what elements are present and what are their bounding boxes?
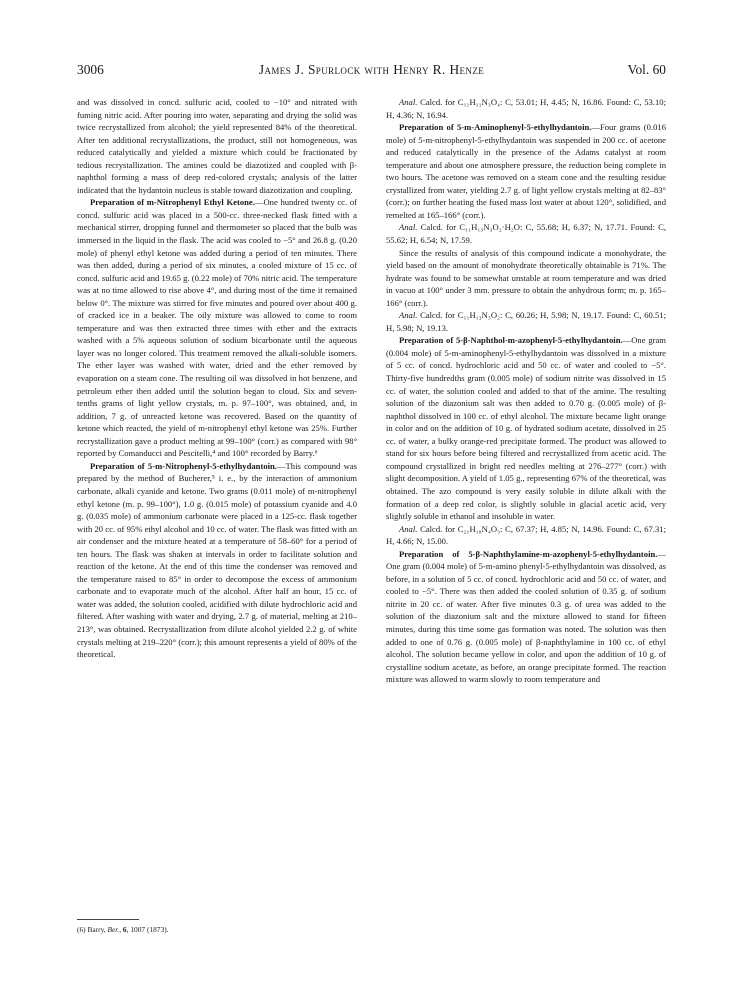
section-heading: Preparation of 5-β-Naphthylamine-m-azophenyl-5-ethylhydantoin. [399,548,658,559]
analysis-values: Calcd. for C₁₁H₁₃N₃O₂·H₂O: C, 55.68; H, 6.37; N, 17.71. Found: C, 55.62; H, 6.54; N, 17.59. [386,222,666,246]
running-header [77,62,666,82]
analysis-values: Calcd. for C₂₁H₁₈N₄O₃: C, 67.37; H, 4.85; N, 14.96. Found: C, 67.31; H, 4.66; N, 15.00. [386,523,666,547]
footnote-author: Barry, [85,925,108,934]
analysis-line [386,96,666,121]
section-heading: Preparation of m-Nitrophenyl Ethyl Ketone. [90,197,255,208]
paragraph-body: —One hundred twenty cc. of concd. sulfuric acid was placed in a 500-cc. three-necked flask fitted with a mechanical stirrer, dropping funnel and thermometer so placed that the bulb was immersed in the liquid in the flask. The acid was cooled to −5° and 26.8 g. (0.20 mole) of phenyl ethyl ketone was added during a period of ten minutes. There was then added, during a period of six minutes, a cooled mixture of 15 cc. of concd. sulfuric acid and 19.65 g. (0.22 mole) of 70% nitric acid. The temperature was at no time allowed to rise above 4°, and during most of the time it remained below 0°. The mixture was stirred for five minutes and poured over about 400 g. of cracked ice in a beaker. The oily mixture was allowed to come to room temperature and was then extracted three times with ether and the extracts washed with a 5% aqueous solution of sodium bicarbonate until the aqueous layer was no longer colored. This treatment removed the alkali-soluble isomers. The ether layer was washed with water, dried and the ether removed by evaporation on a steam cone. The resulting oil was dissolved in hot benzene, and petroleum ether then added until the solution began to cloud. Six and seven-tenths grams of light yellow crystals, m. p. 97–100°, was obtained, and, in addition, 7 g. of unreacted ketone was recovered. Based on the quantity of ketone which reacted, the yield of m-nitrophenyl ethyl ketone was 25%. Further recrystallization gave a product melting at 99–100° (corr.) as compared with 98° reported by Comanducci and Pescitelli,⁴ and 100° recorded by Barry.⁶ [77,197,357,459]
paragraph-body: —This compound was prepared by the method of Bucherer,⁵ i. e., by the interaction of ammonium carbonate, alkali cyanide and ketone. Two grams (0.011 mole) of m-nitrophenyl ethyl ketone (m. p. 99–100°), 1.0 g. (0.015 mole) of potassium cyanide and 4.0 g. (0.035 mole) of ammonium carbonate were placed in a 125-cc. flask together with 20 cc. of 95% ethyl alcohol and 10 cc. of water. The flask was fitted with an air condenser and the mixture heated at a temperature of 58–60° for a period of ten hours. The flask was shaken at intervals in order to facilitate solution and reaction of the ketone. At the end of this time the condenser was removed and the temperature raised to 85° in order to decompose the excess of ammonium carbonate and to evaporate much of the alcohol. After half an hour, 15 cc. of water was added, the solution cooled, acidified with dilute hydrochloric acid and filtered. After washing with water and drying, 2.7 g. of material, melting at 210–213°, was obtained. Recrystallization from dilute alcohol yielded 2.2 g. of white crystals melting at 219–220° (corr.); this amount represents a yield of 80% of the theoretical. [77,460,357,660]
paragraph-nitrophenyl-ketone [77,196,357,459]
analysis-label: Anal. [399,97,418,107]
section-heading: Preparation of 5-β-Naphthol-m-azophenyl-5-ethylhydantoin. [399,335,623,346]
section-heading: Preparation of 5-m-Aminophenyl-5-ethylhydantoin. [399,122,592,133]
footnote-marker: (6) [77,925,86,934]
paragraph-body: —One gram (0.004 mole) of 5-m-amino phenyl-5-ethylhydantoin was dissolved, as before, in a solution of 5 cc. of concd. hydrochloric acid and 50 cc. of water, and cooled to −5°. There was then added the cooled solution of 0.35 g. of sodium nitrite in 20 cc. of water. After five minutes 0.3 g. of urea was added to the solution of the diazonium salt and the mixture allowed to stand for fifteen minutes, during this time some gas formation was noted. The solution was then added to one of 0.76 g. (0.005 mole) of β-naphthylamine in 100 cc. of ethyl alcohol. The solution became yellow in color, and upon the addition of 10 g. of crystalline sodium acetate, as before, an orange precipitate formed. The reaction mixture was allowed to warm slowly to room temperature and [386,548,666,685]
left-column [77,96,357,661]
footnote-pages: , 1007 (1873). [126,925,169,934]
paragraph-nitrophenyl-hydantoin [77,460,357,661]
analysis-line [386,523,666,548]
analysis-label: Anal. [399,523,418,534]
footnote-journal: Ber. [107,925,120,934]
analysis-values: Calcd. for C₁₁H₁₁N₃O₄: C, 53.01; H, 4.45; N, 16.86. Found: C, 53.10; H, 4.36; N, 16.94. [386,97,666,120]
right-column [386,96,666,686]
footnote [77,925,169,935]
volume-label: Vol. 60 [627,62,666,77]
analysis-values: Calcd. for C₁₁H₁₃N₃O₂: C, 60.26; H, 5.98; N, 19.17. Found: C, 60.51; H, 5.98; N, 19.13. [386,310,666,333]
analysis-label: Anal. [399,222,418,233]
page-number: 3006 [77,62,104,77]
analysis-line [386,309,666,334]
paragraph-naphthylamine-azo [386,548,666,686]
paragraph-aminophenyl-hydantoin [386,121,666,221]
running-title: James J. Spurlock with Henry R. Henze [258,62,485,77]
analysis-label: Anal. [399,310,418,321]
paragraph-naphthol-azo [386,334,666,522]
paragraph-body: —Four grams (0.016 mole) of 5-m-nitrophenyl-5-ethylhydantoin was suspended in 200 cc. of acetone and reduced catalytically in the presence of the Adams catalyst at room temperature and about one atmosphere pressure, the reduction being complete in two hours. The acetone was removed on a steam cone and the resulting residue crystallized from water, yielding 2.7 g. of light yellow crystals melting at 82–83° (corr.); on further heating the fused mass lost water at about 120°, solidified, and remelted at 165–166° (corr.). [386,122,666,220]
paragraph-body: —One gram (0.004 mole) of 5-m-aminophenyl-5-ethylhydantoin was dissolved in a mixture of 5 cc. of concd. hydrochloric acid and 50 cc. of water and cooled to −5°. Thirty-five hundredths gram (0.005 mole) of sodium nitrite was dissolved in 15 cc. of water, the solution cooled and added to that of the amine. The resulting solution of the diazonium salt was then added to 0.70 g. (0.005 mole) of β-naphthol dissolved in 100 cc. of ethyl alcohol. The mixture became light orange in color and on the addition of 10 g. of hydrated sodium acetate, dissolved in 25 cc. of water, a bulky orange-red precipitate formed. The product was allowed to stand for six hours before being filtered and recrystallized from acetic acid. The compound crystallized in bright red needles melting at 276–277° (corr.) with slight decomposition. A yield of 1.05 g., representing 67% of the theoretical, was obtained. The azo compound is very easily soluble in dilute alkali with the formation of a deep red color, is slightly soluble in glacial acetic acid, very slightly soluble in ethanol and insoluble in water. [386,335,666,522]
paragraph-nitration: and was dissolved in concd. sulfuric acid, cooled to −10° and nitrated with fuming nitric acid. After pouring into water, separating and drying the solid was twice recrystallized from alcohol; the yield represented 84% of the theoretical. After ten additional recrystallizations, the product, still not homogeneous, was reduced catalytically and yielded a mixture which could be fractionated by tedious recrystallization. The amines could be diazotized and coupled with β-naphthol forming a mass of deep red-colored crystals; analysis of the latter indicated that the hydantoin nucleus is stable toward diazotization and coupling. [77,97,357,195]
footnote-separator: , [119,925,123,934]
footnote-volume: 6 [122,925,127,934]
footnote-rule [77,919,139,920]
paragraph-monohydrate: Since the results of analysis of this compound indicate a monohydrate, the yield based on the amount of monohydrate theoretically obtainable is 71%. The hydrate was found to be somewhat unstable at room temperature and was dried in vacuo at 100° under 3 mm. pressure to obtain the anhydrous form; m. p. 165–166° (corr.). [386,247,666,308]
analysis-line [386,221,666,246]
section-heading: Preparation of 5-m-Nitrophenyl-5-ethylhydantoin. [90,460,277,471]
